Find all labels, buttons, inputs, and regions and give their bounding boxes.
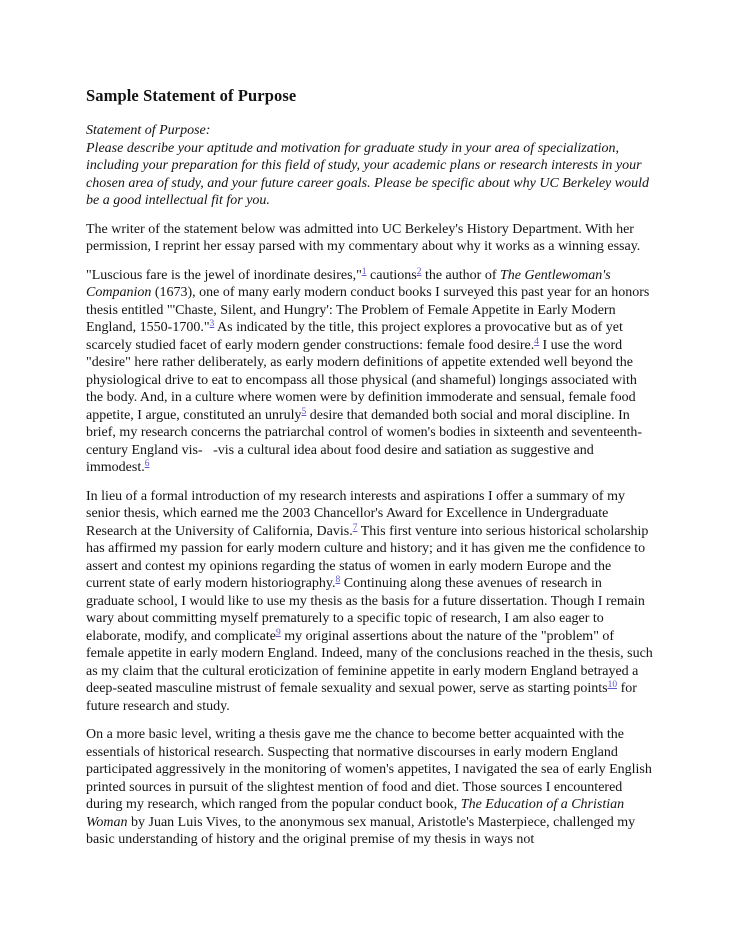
essay-paragraph-1: [86, 267, 653, 477]
text-run: "Luscious fare is the jewel of inordinate desires,": [86, 267, 362, 283]
document-content: [86, 86, 653, 860]
footnote-superscript: [276, 625, 281, 638]
intro-paragraph: [86, 221, 653, 256]
footnote-link-5[interactable]: 5: [301, 406, 307, 417]
book-title: The Gentlewoman's Companion: [86, 267, 611, 300]
text-run: The writer of the statement below was admitted into UC Berkeley's History Department. With her permission, I reprint her essay parsed with my commentary about why it works as a winning essay.: [86, 221, 641, 254]
text-run: my original assertions about the nature of the "problem" of female appetite in early modern England. Indeed, many of the conclusions reached in the thesis, such as my claim that the cultural eroticization of feminine appetite in early modern England betrayed a deep-seated masculine mistrust of female sexuality and sexual power, serve as starting points: [86, 628, 653, 696]
text-run: I use the word "desire" here rather deliberately, as early modern definitions of appetite extended well beyond the physiological drive to eat to encompass all those physical (and shameful) longings associated with the body. And, in a culture where women were by definition immoderate and sensual, female food appetite, I argue, constituted an unruly: [86, 337, 637, 423]
text-run: This first venture into serious historical scholarship has affirmed my passion for early modern culture and history; and it has given me the confidence to assert and contest my opinions regarding the status of women in early modern Europe and the current state of early modern historiography.: [86, 523, 649, 591]
footnote-link-10[interactable]: 10: [607, 680, 618, 690]
footnote-link-9[interactable]: 9: [275, 627, 281, 638]
footnote-link-2[interactable]: 2: [416, 266, 422, 277]
text-run: In lieu of a formal introduction of my research interests and aspirations I offer a summary of my senior thesis, which earned me the 2003 Chancellor's Award for Excellence in Undergraduate Research at the University of California, Davis.: [86, 488, 625, 539]
footnote-link-7[interactable]: 7: [352, 522, 358, 533]
prompt-paragraph: [86, 122, 653, 210]
footnote-link-3[interactable]: 3: [209, 319, 215, 329]
footnote-link-1[interactable]: 1: [361, 266, 367, 277]
page-title: Sample Statement of Purpose: [86, 86, 297, 105]
text-run: Please describe your aptitude and motivation for graduate study in your area of specialization, including your preparation for this field of study, your academic plans or research interests in your chosen area of study, and your future career goals. Please be specific about why UC Berkeley would be a good intellectual fit for you.: [86, 140, 649, 208]
footnote-superscript: [302, 404, 307, 417]
footnote-link-6[interactable]: 6: [144, 459, 150, 469]
text-run: On a more basic level, writing a thesis gave me the chance to become better acquainted with the essentials of historical research. Suspecting that normative discourses in early modern England participated aggressively in the monitoring of women's appetites, I navigated the sea of early English printed sources in pursuit of the slightest mention of food and diet. Those sources I encountered during my research, which ranged from the popular conduct book,: [86, 727, 652, 812]
footnote-superscript: [335, 572, 340, 585]
text-run: cautions: [366, 267, 417, 283]
footnote-superscript: [362, 264, 367, 277]
footnote-superscript: [210, 316, 215, 329]
footnote-link-4[interactable]: 4: [534, 336, 539, 347]
book-title: The Education of a Christian Woman: [86, 797, 625, 830]
footnote-superscript: [353, 520, 358, 533]
footnote-superscript: [608, 677, 618, 690]
text-run: for future research and study.: [86, 681, 637, 714]
text-run: desire that demanded both social and moral discipline. In brief, my research concerns the patriarchal control of women's bodies in sixteenth and seventeenth-century England vis- -vis a cultural idea about food desire and satiation as suggestive and immodest.: [86, 407, 643, 475]
text-run: Continuing along these avenues of research in graduate school, I would like to use my thesis as the basis for a future dissertation. Though I remain wary about committing myself prematurely to a specific topic of research, I am also eager to elaborate, modify, and complicate: [86, 576, 645, 644]
text-run: by Juan Luis Vives, to the anonymous sex manual, Aristotle's Masterpiece, challenged my basic understanding of history and the original premise of my thesis in ways not: [86, 814, 636, 847]
text-run: As indicated by the title, this project explores a provocative but as of yet scarcely studied facet of early modern gender constructions: female food desire.: [86, 320, 623, 353]
document-body: [86, 122, 653, 849]
footnote-link-8[interactable]: 8: [335, 575, 341, 585]
essay-paragraph-2: [86, 488, 653, 716]
footnote-superscript: [417, 264, 422, 277]
footnote-superscript: [145, 456, 150, 469]
text-run: Statement of Purpose:: [86, 123, 211, 138]
footnote-superscript: [534, 334, 539, 347]
text-run: the author of: [421, 267, 500, 283]
text-run: (1673), one of many early modern conduct books I surveyed this past year for an honors thesis entitled "'Chaste, Silent, and Hungry': The Problem of Female Appetite in Early Modern England, 1550-1700.": [86, 285, 650, 335]
essay-paragraph-3: [86, 726, 653, 849]
